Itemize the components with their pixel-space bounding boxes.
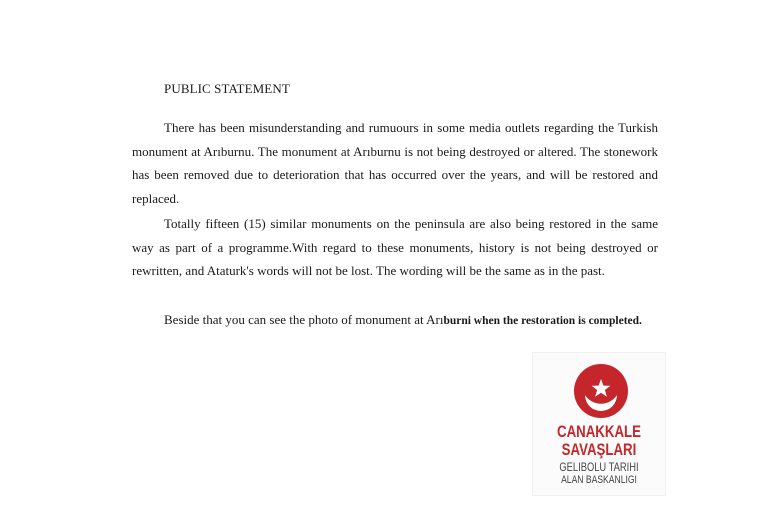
paragraph-1: There has been misunderstanding and rumuours in some media outlets regarding the Turkish monument at Arıburnu. The monument at Arıburnu is not being destroyed or altered. The stonework has been removed due to deterioration that has occurred over the years, and will be restored and replaced. xyxy=(132,120,658,206)
canakkale-logo xyxy=(532,352,666,496)
statement-title: PUBLIC STATEMENT xyxy=(164,81,290,96)
logo-line-2: SAVAŞLARI xyxy=(561,440,637,459)
crescent-star-emblem-icon xyxy=(533,353,665,423)
logo-line-3: GELIBOLU TARIHI xyxy=(559,460,639,474)
closing-regular-text: Beside that you can see the photo of monument at Arı xyxy=(164,312,444,327)
logo-line-1: CANAKKALE xyxy=(557,422,641,441)
closing-bold-text: burni when the restoration is completed. xyxy=(443,315,642,327)
logo-line-4: ALAN BASKANLIGI xyxy=(561,474,637,486)
paragraph-2: Totally fifteen (15) similar monuments on the peninsula are also being restored in the same way as part of a programme.With regard to these monuments, history is not being destroyed or rewritten, and Ataturk's words will not be lost. The wording will be the same as in the past. xyxy=(132,216,658,278)
paragraph-3 xyxy=(132,310,658,331)
